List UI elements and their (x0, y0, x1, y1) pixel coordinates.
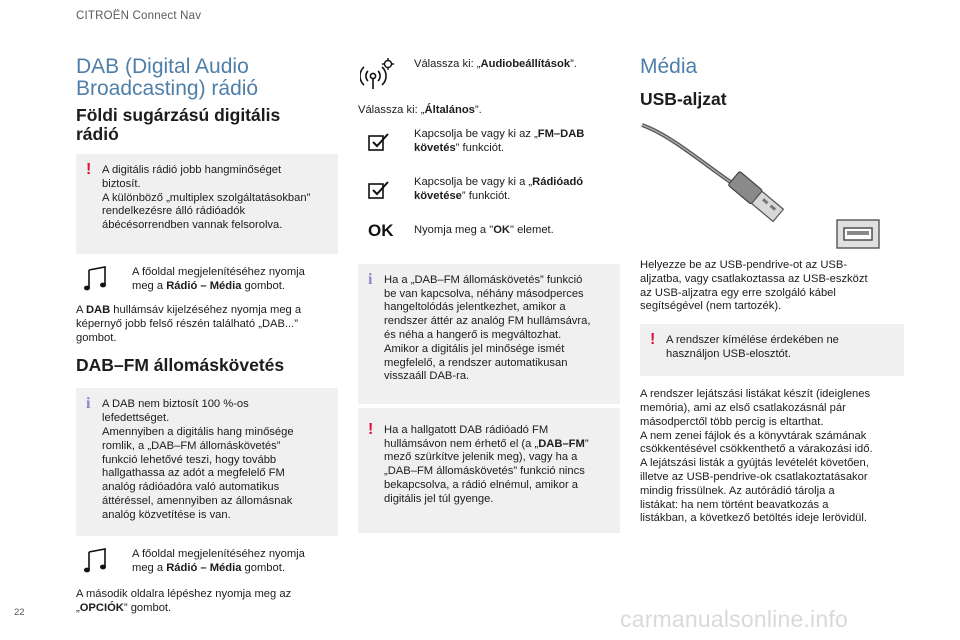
info-box-shift (358, 264, 620, 404)
section-title-dab-fm: DAB–FM állomáskövetés (76, 355, 285, 376)
warning-box-quality (76, 154, 338, 254)
checkbox-icon (368, 132, 390, 157)
page-header: CITROËN Connect Nav (76, 10, 202, 22)
checkbox-icon (368, 180, 390, 205)
watermark: carmanualsonline.info (620, 606, 848, 632)
warning-icon: ! (368, 420, 374, 438)
music-note-icon (84, 548, 108, 579)
paragraph-playlists: A rendszer lejátszási listákat készít (ideiglenes memória), ami az első csatlakozásnál pár másodperctől több percig is eltarthat. A nem zenei fájlok és a könyvtárak számának csökkentésével csökkenthető a várakozási idő. A lejátszási listák a gyújtás levételét követően, illetve az USB-pendrive-ok csatlakoztatásakor mindig frissülnek. Az autórádió tárolja a listákat: ha nem történt beavatkozás a listákban, a következő betöltés ideje lerövidül. (640, 388, 873, 525)
step-audio-settings: Válassza ki: „Audiobeállítások”. (358, 56, 620, 92)
usb-port-icon (836, 219, 880, 249)
column-dab (76, 56, 338, 616)
page-number: 22 (14, 607, 25, 618)
warning-icon: ! (650, 331, 656, 349)
column-dab-settings (358, 56, 620, 533)
info-icon: i (86, 395, 91, 413)
info-text: A DAB nem biztosít 100 %-os lefedettséget. Amennyiben a digitális hang minősége romlik, a „DAB–FM állomáskövetés” funkció lehetővé teszi, hogy tovább hallgathassa az adót a megfelelő FM analóg rádióadóra való automatikus áttéréssel, amennyiben az állomásnak analóg közvetítése is van. (102, 398, 294, 521)
warning-box-usb-hub (640, 324, 904, 376)
paragraph-options: A második oldalra lépéshez nyomja meg az „OPCIÓK” gombot. (76, 588, 292, 615)
paragraph-dab-band: A DAB hullámsáv kijelzéséhez nyomja meg a képernyő jobb felső részén található „DAB...” gombot. (76, 304, 302, 344)
column-media (640, 56, 904, 526)
subtitle-usb: USB-aljzat (640, 89, 727, 109)
step-open-radio-2: A főoldal megjelenítéséhez nyomja meg a Rádió – Média gombot. (76, 548, 338, 578)
step-open-radio: A főoldal megjelenítéséhez nyomja meg a Rádió – Média gombot. (76, 266, 338, 296)
section-title-dab: DAB (Digital Audio Broadcasting) rádió (76, 55, 259, 100)
step-confirm-ok: OK Nyomja meg a "OK" elemet. (368, 220, 554, 240)
warning-text: A rendszer kímélése érdekében ne használjon USB-elosztót. (666, 334, 839, 360)
warning-text: Ha a hallgatott DAB rádióadó FM hullámsávon nem érhető el (a „DAB–FM” mező szürkítve jelenik meg), vagy ha a „DAB–FM állomáskövetés” funkció nincs bekapcsolva, a rádió elnémul, amikor a digitális jel túl gyenge. (384, 423, 589, 505)
info-text: Ha a „DAB–FM állomáskövetés” funkció be van kapcsolva, néhány másodperces hangeltolódás jelentkezhet, amikor a rendszer áttér az analóg FM hullámsávra, és néha a hangerő is megváltozhat. Amikor a digitális jel minősége ismét megfelelő, a rendszer automatikusan visszaáll DAB-ra. (384, 273, 591, 383)
info-box-coverage (76, 388, 338, 536)
usb-illustration (640, 121, 904, 249)
warning-text: A digitális rádió jobb hangminőséget biztosít. A különböző „multiplex szolgáltatásokban” rendelkezésre álló rádióadók ábécésorrendben vannak felsorolva. (102, 164, 311, 232)
info-icon: i (368, 270, 373, 288)
select-general: Válassza ki: „Általános”. (358, 104, 482, 116)
step-fm-dab-toggle: Kapcsolja be vagy ki az „FM–DAB követés” funkciót. (358, 128, 620, 168)
usb-plug-icon (640, 121, 800, 231)
paragraph-usb-insert: Helyezze be az USB-pendrive-ot az USB- aljzatba, vagy csatlakoztassa az USB-eszközt az USB-aljzatra egy erre szolgáló kábel segítségével (nem tartozék). (640, 259, 868, 313)
warning-box-mute (358, 408, 620, 533)
subtitle-terrestrial: Földi sugárzású digitális rádió (76, 105, 281, 144)
step-station-follow-toggle: Kapcsolja be vagy ki a „Rádióadó követése” funkciót. (358, 176, 620, 216)
section-title-media: Média (640, 55, 698, 78)
ok-label: OK (368, 220, 394, 240)
radio-signal-icon (360, 56, 394, 95)
warning-icon: ! (86, 161, 92, 178)
music-note-icon (84, 266, 108, 297)
